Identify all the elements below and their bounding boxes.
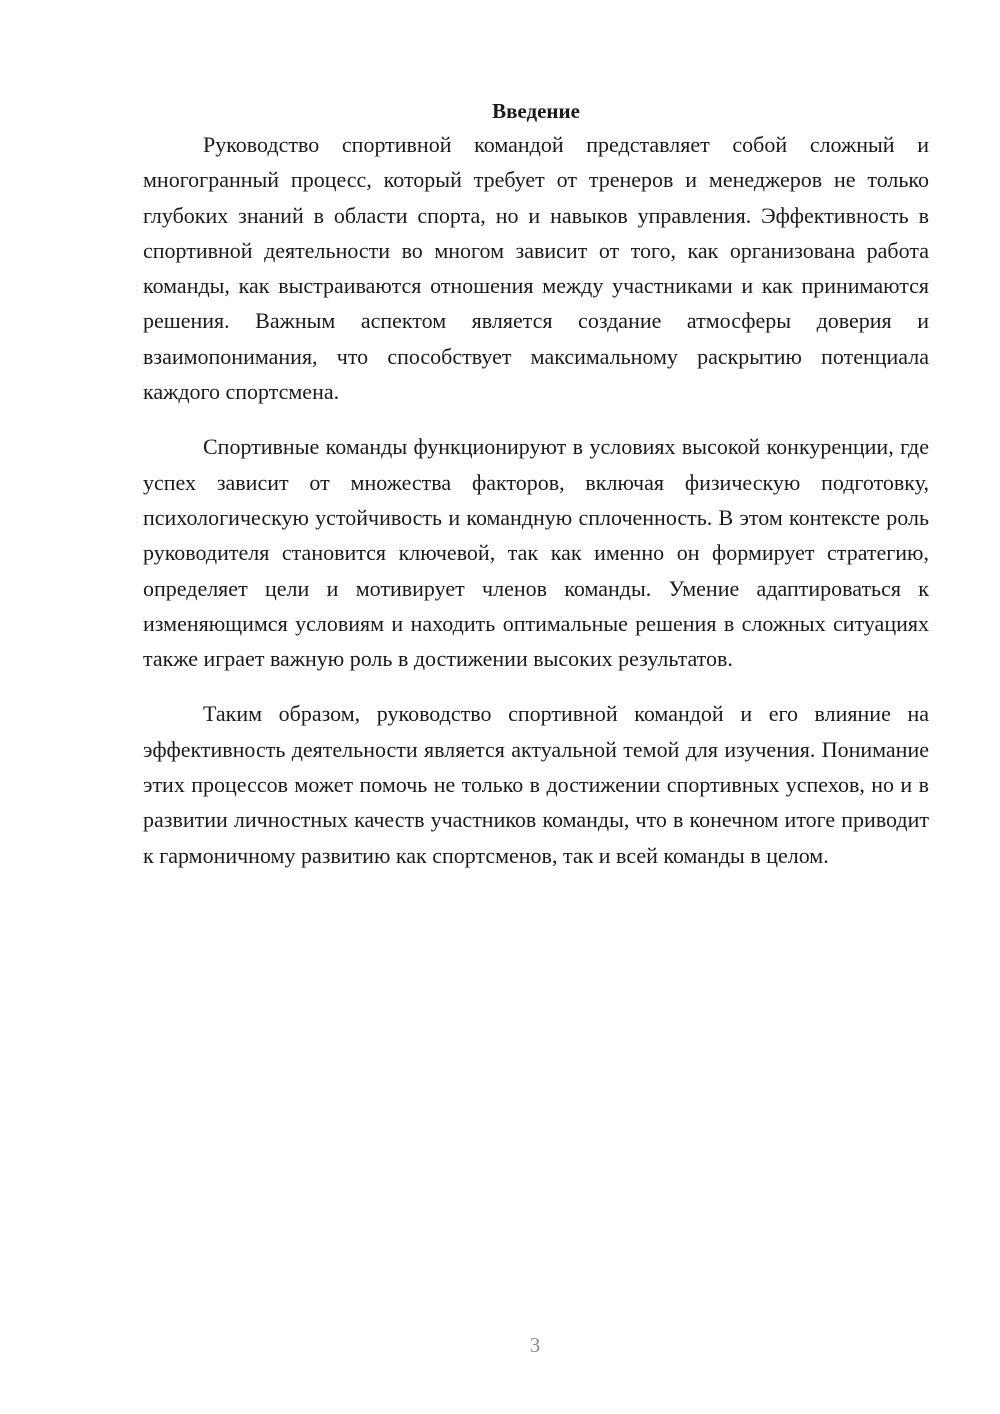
paragraph-3: Таким образом, руководство спортивной командой и его влияние на эффективность деятельности является актуальной темой для изучения. Понимание этих процессов может помочь не только в достижении спортивных успехов, но и в развитии личностных качеств участников команды, что в конечном итоге приводит к гармоничному развитию как спортсменов, так и всей команды в целом.: [143, 701, 929, 868]
paragraph-1: Руководство спортивной командой представляет собой сложный и многогранный процесс, который требует от тренеров и менеджеров не только глубоких знаний в области спорта, но и навыков управления. Эффективность в спортивной деятельности во многом зависит от того, как организована работа команды, как выстраиваются отношения между участниками и как принимаются решения. Важным аспектом является создание атмосферы доверия и взаимопонимания, что способствует максимальному раскрытию потенциала каждого спортсмена.: [143, 132, 929, 405]
page-content: [143, 96, 929, 873]
section-heading: Введение: [492, 99, 580, 123]
paragraph-2: Спортивные команды функционируют в условиях высокой конкуренции, где успех зависит от множества факторов, включая физическую подготовку, психологическую устойчивость и командную сплоченность. В этом контексте роль руководителя становится ключевой, так как именно он формирует стратегию, определяет цели и мотивирует членов команды. Умение адаптироваться к изменяющимся условиям и находить оптимальные решения в сложных ситуациях также играет важную роль в достижении высоких результатов.: [143, 434, 929, 672]
page-number: 3: [529, 1333, 541, 1357]
